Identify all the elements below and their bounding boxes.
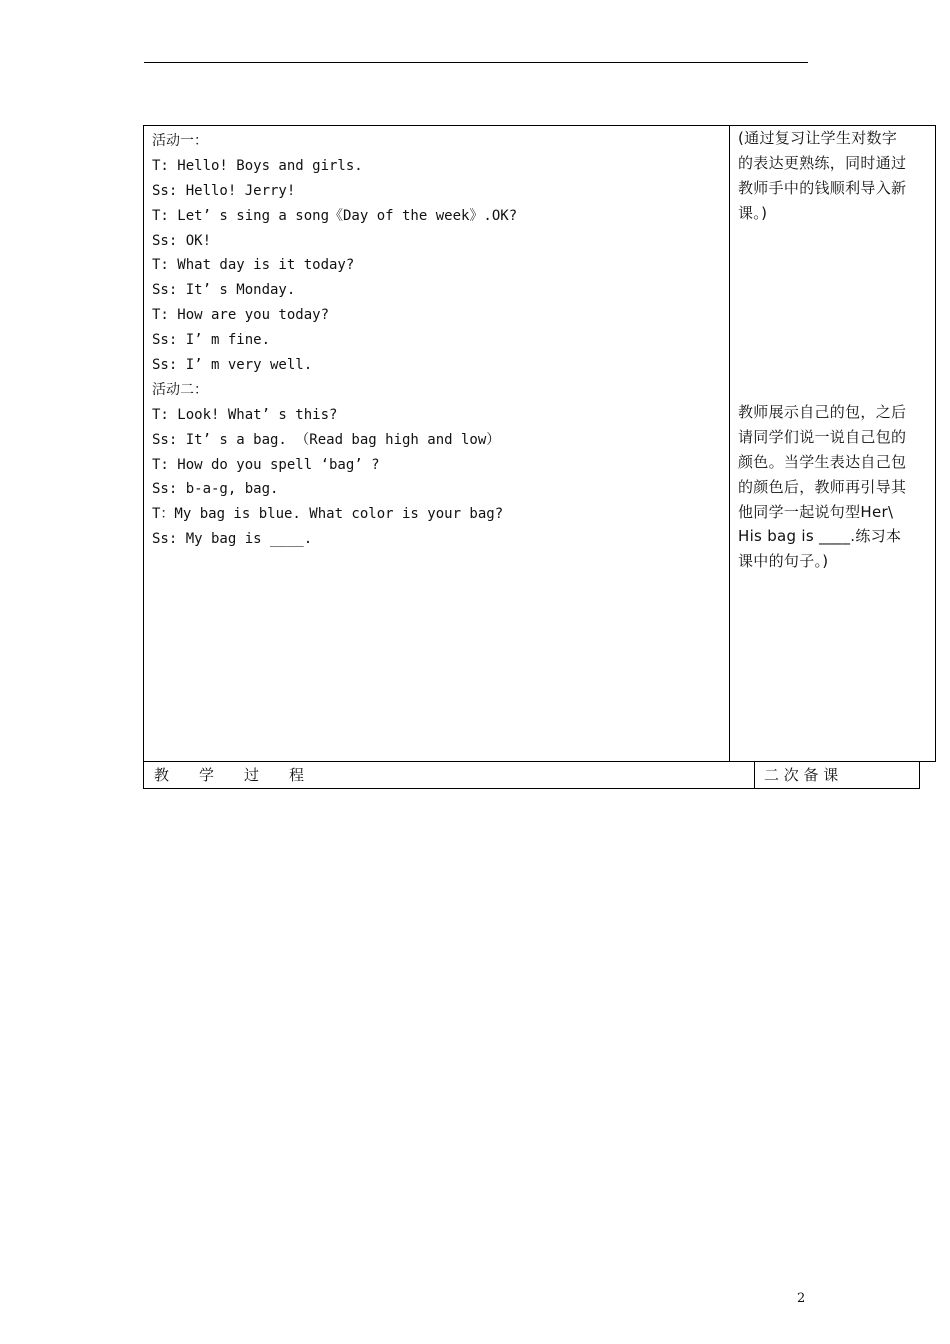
activity-line: Ss: It’ s Monday. — [152, 282, 296, 299]
secondary-prep-label: 二 次 备 课 — [764, 766, 839, 784]
activity-line: T: Let’ s sing a song《Day of the week》.OK? — [152, 207, 518, 224]
activity-line: Ss: I’ m fine. — [152, 332, 271, 349]
note-line: 课中的句子。) — [738, 552, 829, 571]
note-line: 课。) — [738, 203, 768, 222]
note-review — [738, 126, 930, 226]
teaching-process-column — [152, 129, 722, 552]
note-line: 教师手中的钱顺利导入新 — [738, 178, 907, 197]
lesson-table — [143, 125, 936, 762]
activity-line: Ss: I’ m very well. — [152, 357, 313, 374]
footer-divider — [754, 762, 755, 788]
activity-line: Ss: OK! — [152, 232, 212, 249]
activity-line: T: Hello! Boys and girls. — [152, 157, 363, 174]
activity-line: 活动二： — [152, 381, 208, 398]
note-line: 教师展示自己的包，之后 — [738, 403, 907, 421]
activity-line: Ss: My bag is ____. — [152, 531, 313, 548]
table-footer-row — [143, 761, 920, 789]
activity-line: T：My bag is blue. What color is your bag? — [152, 506, 504, 523]
activity-line: Ss: It’ s a bag. （Read bag high and low） — [152, 431, 501, 448]
activity-line: Ss: Hello! Jerry! — [152, 182, 296, 199]
note-line: 的颜色后，教师再引导其 — [738, 477, 907, 496]
note-line: 请同学们说一说自己包的 — [738, 427, 907, 446]
teaching-process-label: 教 学 过 程 — [154, 766, 305, 784]
activity-line: T: What day is it today? — [152, 257, 355, 274]
activity-line: T: How are you today? — [152, 307, 330, 324]
note-line: 他同学一起说句型Her\ — [738, 502, 894, 521]
page-number: 2 — [797, 1291, 806, 1306]
note-line: (通过复习让学生对数字 — [738, 129, 898, 147]
note-bag-activity — [738, 400, 930, 574]
column-divider — [729, 126, 730, 761]
activity-line: T: How do you spell ‘bag’ ? — [152, 456, 380, 473]
activity-line: 活动一： — [152, 133, 208, 149]
activity-line: T: Look! What’ s this? — [152, 406, 338, 423]
header-rule — [144, 62, 808, 63]
note-line: His bag is ____.练习本 — [738, 527, 902, 546]
note-line: 的表达更熟练，同时通过 — [738, 153, 907, 172]
activity-line: Ss: b-a-g, bag. — [152, 481, 279, 498]
note-line: 颜色。当学生表达自己包 — [738, 452, 907, 471]
